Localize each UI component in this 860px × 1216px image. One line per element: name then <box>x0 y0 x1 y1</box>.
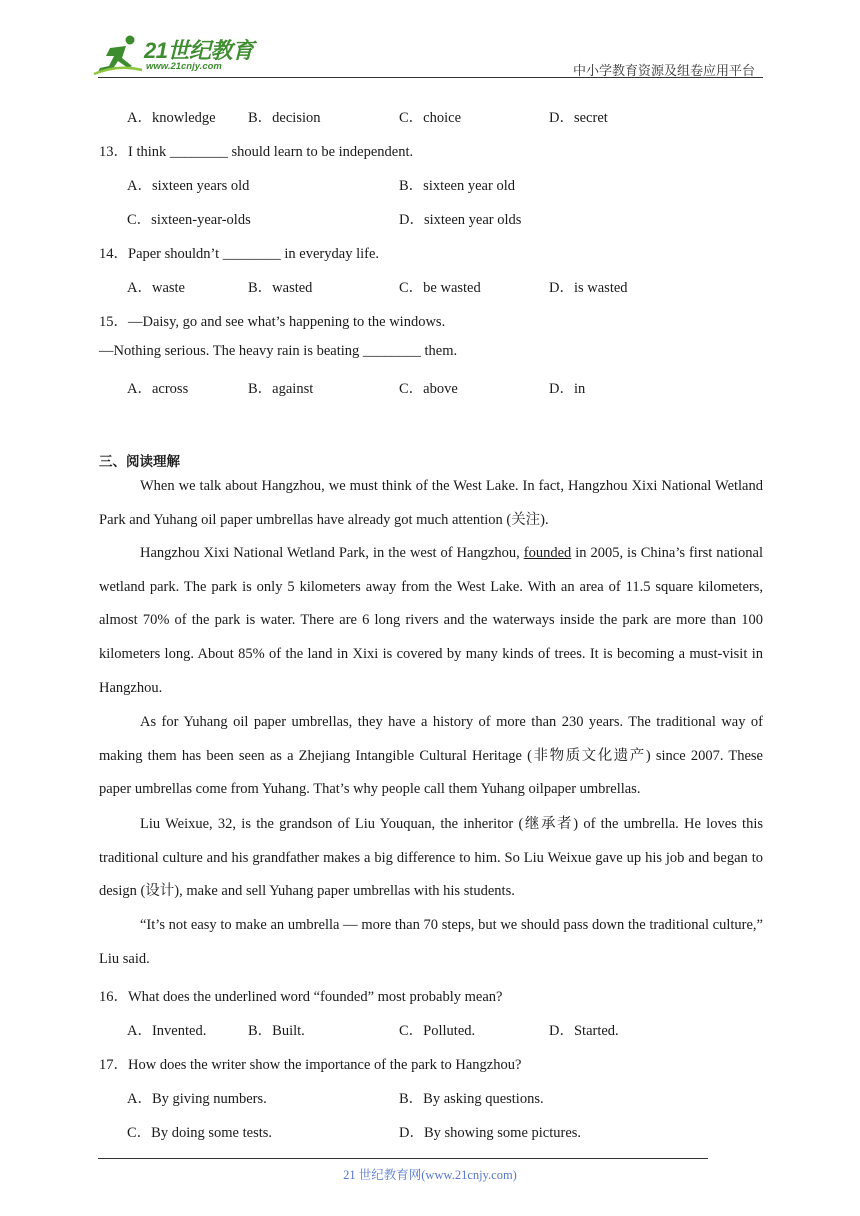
q12-option-c: C．choice <box>399 110 462 126</box>
q14-option-d: D．is wasted <box>549 280 628 296</box>
q14-option-c: C．be wasted <box>399 280 481 296</box>
q13-option-d: D．sixteen year olds <box>399 212 522 228</box>
q16-stem: 16．What does the underlined word “founded” most probably mean? <box>99 989 503 1005</box>
footer-link[interactable]: 21 世纪教育网(www.21cnjy.com) <box>343 1168 517 1182</box>
q16-option-b: B．Built. <box>248 1023 305 1039</box>
q13-option-c: C．sixteen-year-olds <box>127 212 251 228</box>
passage-p2-after: in 2005, is China’s first national wetland park. The park is only 5 kilometers away from the West Lake. With an area of 11.5 square kilometers, almost 70% of the park is water. There are 6 long rivers and the waterways inside the park are more than 100 kilometers long. About 85% of the land in Xixi is covered by many kinds of trees. It is becoming a must-visit in Hangzhou. <box>99 545 763 696</box>
q15-stem-line1: 15．—Daisy, go and see what’s happening to the windows. <box>99 314 446 330</box>
passage-paragraph-3: As for Yuhang oil paper umbrellas, they have a history of more than 230 years. The traditional way of making them has been seen as a Zhejiang Intangible Cultural Heritage (非物质文化遗产) since 2007. These paper umbrellas come from Yuhang. That’s why people call them Yuhang oilpaper umbrellas. <box>99 714 763 798</box>
passage-paragraph-2 <box>99 537 763 706</box>
q13-stem: 13．I think ________ should learn to be independent. <box>99 144 414 160</box>
q16-option-c: C．Polluted. <box>399 1023 476 1039</box>
q13-option-b: B．sixteen year old <box>399 178 515 194</box>
q12-option-d: D．secret <box>549 110 608 126</box>
runner-logo-icon <box>92 34 144 78</box>
q16-option-a: A．Invented. <box>127 1023 207 1039</box>
section-title: 三、阅读理解 <box>99 454 180 470</box>
q12-option-a: A．knowledge <box>127 110 216 126</box>
passage-p2-before: Hangzhou Xixi National Wetland Park, in the west of Hangzhou, <box>140 545 524 561</box>
q15-option-c: C．above <box>399 381 458 397</box>
passage-paragraph-1: When we talk about Hangzhou, we must think of the West Lake. In fact, Hangzhou Xixi National Wetland Park and Yuhang oil paper umbrellas have already got much attention (关注). <box>99 478 763 528</box>
q14-stem: 14．Paper shouldn’t ________ in everyday life. <box>99 246 380 262</box>
q15-option-b: B．against <box>248 381 314 397</box>
q17-option-c: C．By doing some tests. <box>127 1125 273 1141</box>
q17-option-b: B．By asking questions. <box>399 1091 544 1107</box>
q14-option-a: A．waste <box>127 280 185 296</box>
q15-option-a: A．across <box>127 381 189 397</box>
underlined-word: founded <box>523 545 572 561</box>
logo-text: 21世纪教育 <box>144 38 254 63</box>
header-tagline: 中小学教育资源及组卷应用平台 <box>572 64 755 79</box>
q14-option-b: B．wasted <box>248 280 313 296</box>
logo-url: www.21cnjy.com <box>146 61 222 72</box>
q16-option-d: D．Started. <box>549 1023 619 1039</box>
site-logo <box>92 34 262 78</box>
q17-option-d: D．By showing some pictures. <box>399 1125 582 1141</box>
q17-stem: 17．How does the writer show the importance of the park to Hangzhou? <box>99 1057 522 1073</box>
footer-divider <box>98 1158 708 1159</box>
header-divider <box>98 77 763 78</box>
q12-option-b: B．decision <box>248 110 321 126</box>
q13-option-a: A．sixteen years old <box>127 178 250 194</box>
q17-option-a: A．By giving numbers. <box>127 1091 267 1107</box>
passage-paragraph-4: Liu Weixue, 32, is the grandson of Liu Youquan, the inheritor (继承者) of the umbrella. He loves this traditional culture and his grandfather makes a big difference to him. So Liu Weixue gave up his job and began to design (设计), make and sell Yuhang paper umbrellas with his students. <box>99 816 763 900</box>
q15-stem-line2: —Nothing serious. The heavy rain is beating ________ them. <box>99 343 458 359</box>
q15-option-d: D．in <box>549 381 586 397</box>
passage-paragraph-5: “It’s not easy to make an umbrella — more than 70 steps, but we should pass down the traditional culture,” Liu said. <box>99 917 763 967</box>
